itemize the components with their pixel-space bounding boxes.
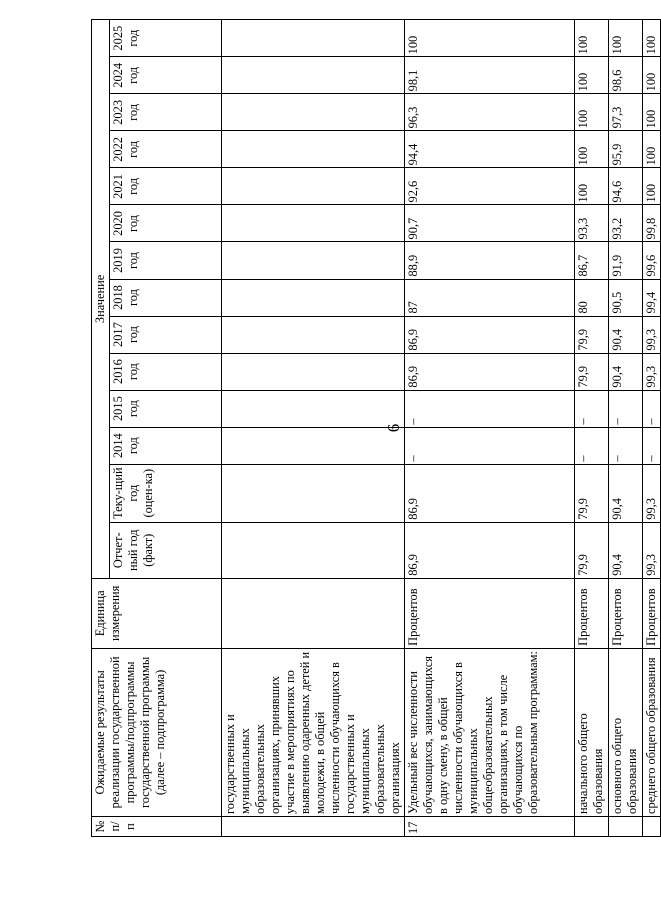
table-row xyxy=(609,20,643,837)
cell-num xyxy=(222,816,405,836)
cell-value xyxy=(222,353,405,390)
cell-value xyxy=(222,57,405,94)
cell-value: – xyxy=(609,427,643,464)
cell-value: 99,3 xyxy=(643,316,661,353)
header-current-year: Теку-щий год (оцен-ка) xyxy=(110,464,222,522)
table-row xyxy=(575,20,609,837)
cell-value: 79,9 xyxy=(575,316,609,353)
cell-value xyxy=(222,131,405,168)
header-year: 2023 год xyxy=(110,94,222,131)
cell-value: 100 xyxy=(575,20,609,57)
cell-current: 79,9 xyxy=(575,464,609,522)
header-year: 2022 год xyxy=(110,131,222,168)
cell-value: 95,9 xyxy=(609,131,643,168)
cell-value: 100 xyxy=(405,20,575,57)
cell-value xyxy=(222,168,405,205)
cell-value: – xyxy=(575,427,609,464)
header-row-1 xyxy=(92,20,110,837)
table-row xyxy=(643,20,661,837)
cell-value: 96,3 xyxy=(405,94,575,131)
cell-value: 100 xyxy=(643,168,661,205)
header-year: 2017 год xyxy=(110,316,222,353)
cell-value xyxy=(222,20,405,57)
cell-value: 87 xyxy=(405,279,575,316)
table-body xyxy=(222,20,661,837)
cell-value xyxy=(222,94,405,131)
cell-value: – xyxy=(575,390,609,427)
cell-unit: Процентов xyxy=(405,578,575,648)
header-year: 2020 год xyxy=(110,205,222,242)
header-year: 2021 год xyxy=(110,168,222,205)
header-year: 2019 год xyxy=(110,242,222,279)
cell-value: 80 xyxy=(575,279,609,316)
cell-value: 100 xyxy=(575,168,609,205)
cell-value: 99,6 xyxy=(643,242,661,279)
cell-unit: Процентов xyxy=(575,578,609,648)
cell-value: 93,2 xyxy=(609,205,643,242)
cell-value: 93,3 xyxy=(575,205,609,242)
cell-value: 100 xyxy=(643,20,661,57)
header-unit: Единица измерения xyxy=(92,578,222,648)
cell-value: 86,9 xyxy=(405,316,575,353)
header-year: 2014 год xyxy=(110,427,222,464)
cell-value: 99,3 xyxy=(643,353,661,390)
cell-num xyxy=(643,816,661,836)
table-row xyxy=(222,20,405,837)
cell-value: 92,6 xyxy=(405,168,575,205)
cell-value xyxy=(222,279,405,316)
cell-num xyxy=(575,816,609,836)
cell-current: 99,3 xyxy=(643,464,661,522)
cell-value xyxy=(222,427,405,464)
cell-reporting: 79,9 xyxy=(575,522,609,578)
cell-value: 100 xyxy=(643,94,661,131)
cell-value: 100 xyxy=(575,131,609,168)
cell-value: 91,9 xyxy=(609,242,643,279)
rotated-table-container xyxy=(91,19,658,837)
cell-value: 100 xyxy=(643,57,661,94)
cell-value: – xyxy=(643,427,661,464)
cell-unit xyxy=(222,578,405,648)
cell-value: 90,7 xyxy=(405,205,575,242)
cell-value: 100 xyxy=(575,57,609,94)
cell-value: 98,6 xyxy=(609,57,643,94)
header-reporting-year: Отчет-ный год (факт) xyxy=(110,522,222,578)
cell-value: – xyxy=(405,427,575,464)
header-year: 2016 год xyxy=(110,353,222,390)
header-year: 2018 год xyxy=(110,279,222,316)
cell-reporting xyxy=(222,522,405,578)
cell-reporting: 90,4 xyxy=(609,522,643,578)
cell-value: 100 xyxy=(575,94,609,131)
header-num: № п/п xyxy=(92,816,222,836)
cell-value: – xyxy=(643,390,661,427)
cell-value: 97,3 xyxy=(609,94,643,131)
cell-value: 100 xyxy=(643,131,661,168)
cell-value: – xyxy=(405,390,575,427)
cell-value: 98,1 xyxy=(405,57,575,94)
cell-num: 17 xyxy=(405,816,575,836)
cell-value xyxy=(222,390,405,427)
cell-result: Удельный вес численности обучающихся, занимающихся в одну смену, в общей численности обучающихся в муниципальных общеобразовательных организациях, в том числе обучающихся по образовательным программам: xyxy=(405,648,575,816)
cell-value: 99,4 xyxy=(643,279,661,316)
cell-value: 86,9 xyxy=(405,353,575,390)
cell-result: основного общего образования xyxy=(609,648,643,816)
cell-result: начального общего образования xyxy=(575,648,609,816)
cell-reporting: 86,9 xyxy=(405,522,575,578)
cell-unit: Процентов xyxy=(609,578,643,648)
cell-value xyxy=(222,205,405,242)
header-value-group: Значение xyxy=(92,20,110,579)
indicators-table xyxy=(91,19,661,837)
header-year: 2025 год xyxy=(110,20,222,57)
cell-current: 90,4 xyxy=(609,464,643,522)
cell-current: 86,9 xyxy=(405,464,575,522)
cell-value: 100 xyxy=(609,20,643,57)
cell-value xyxy=(222,316,405,353)
cell-num xyxy=(609,816,643,836)
cell-value: 90,4 xyxy=(609,353,643,390)
header-year: 2024 год xyxy=(110,57,222,94)
cell-value: 88,9 xyxy=(405,242,575,279)
header-year: 2015 год xyxy=(110,390,222,427)
cell-value: 94,4 xyxy=(405,131,575,168)
cell-value: – xyxy=(609,390,643,427)
table-row xyxy=(405,20,575,837)
cell-value: 79,9 xyxy=(575,353,609,390)
cell-unit: Процентов xyxy=(643,578,661,648)
cell-value: 86,7 xyxy=(575,242,609,279)
cell-value: 90,4 xyxy=(609,316,643,353)
header-result: Ожидаемые результаты реализации государственной программы/подпрограммы государственной программы (далее – подпрограмма) xyxy=(92,648,222,816)
cell-reporting: 99,3 xyxy=(643,522,661,578)
cell-value: 99,8 xyxy=(643,205,661,242)
cell-value: 94,6 xyxy=(609,168,643,205)
cell-value: 90,5 xyxy=(609,279,643,316)
cell-current xyxy=(222,464,405,522)
page-number: 6 xyxy=(384,423,403,433)
cell-result: среднего общего образования xyxy=(643,648,661,816)
cell-value xyxy=(222,242,405,279)
cell-result: государственных и муниципальных образовательных организациях, принявших участие в мероприятиях по выявлению одаренных детей и молодежи, в общей численности обучающихся в государственных и муниципальных образовательных организациях xyxy=(222,648,405,816)
